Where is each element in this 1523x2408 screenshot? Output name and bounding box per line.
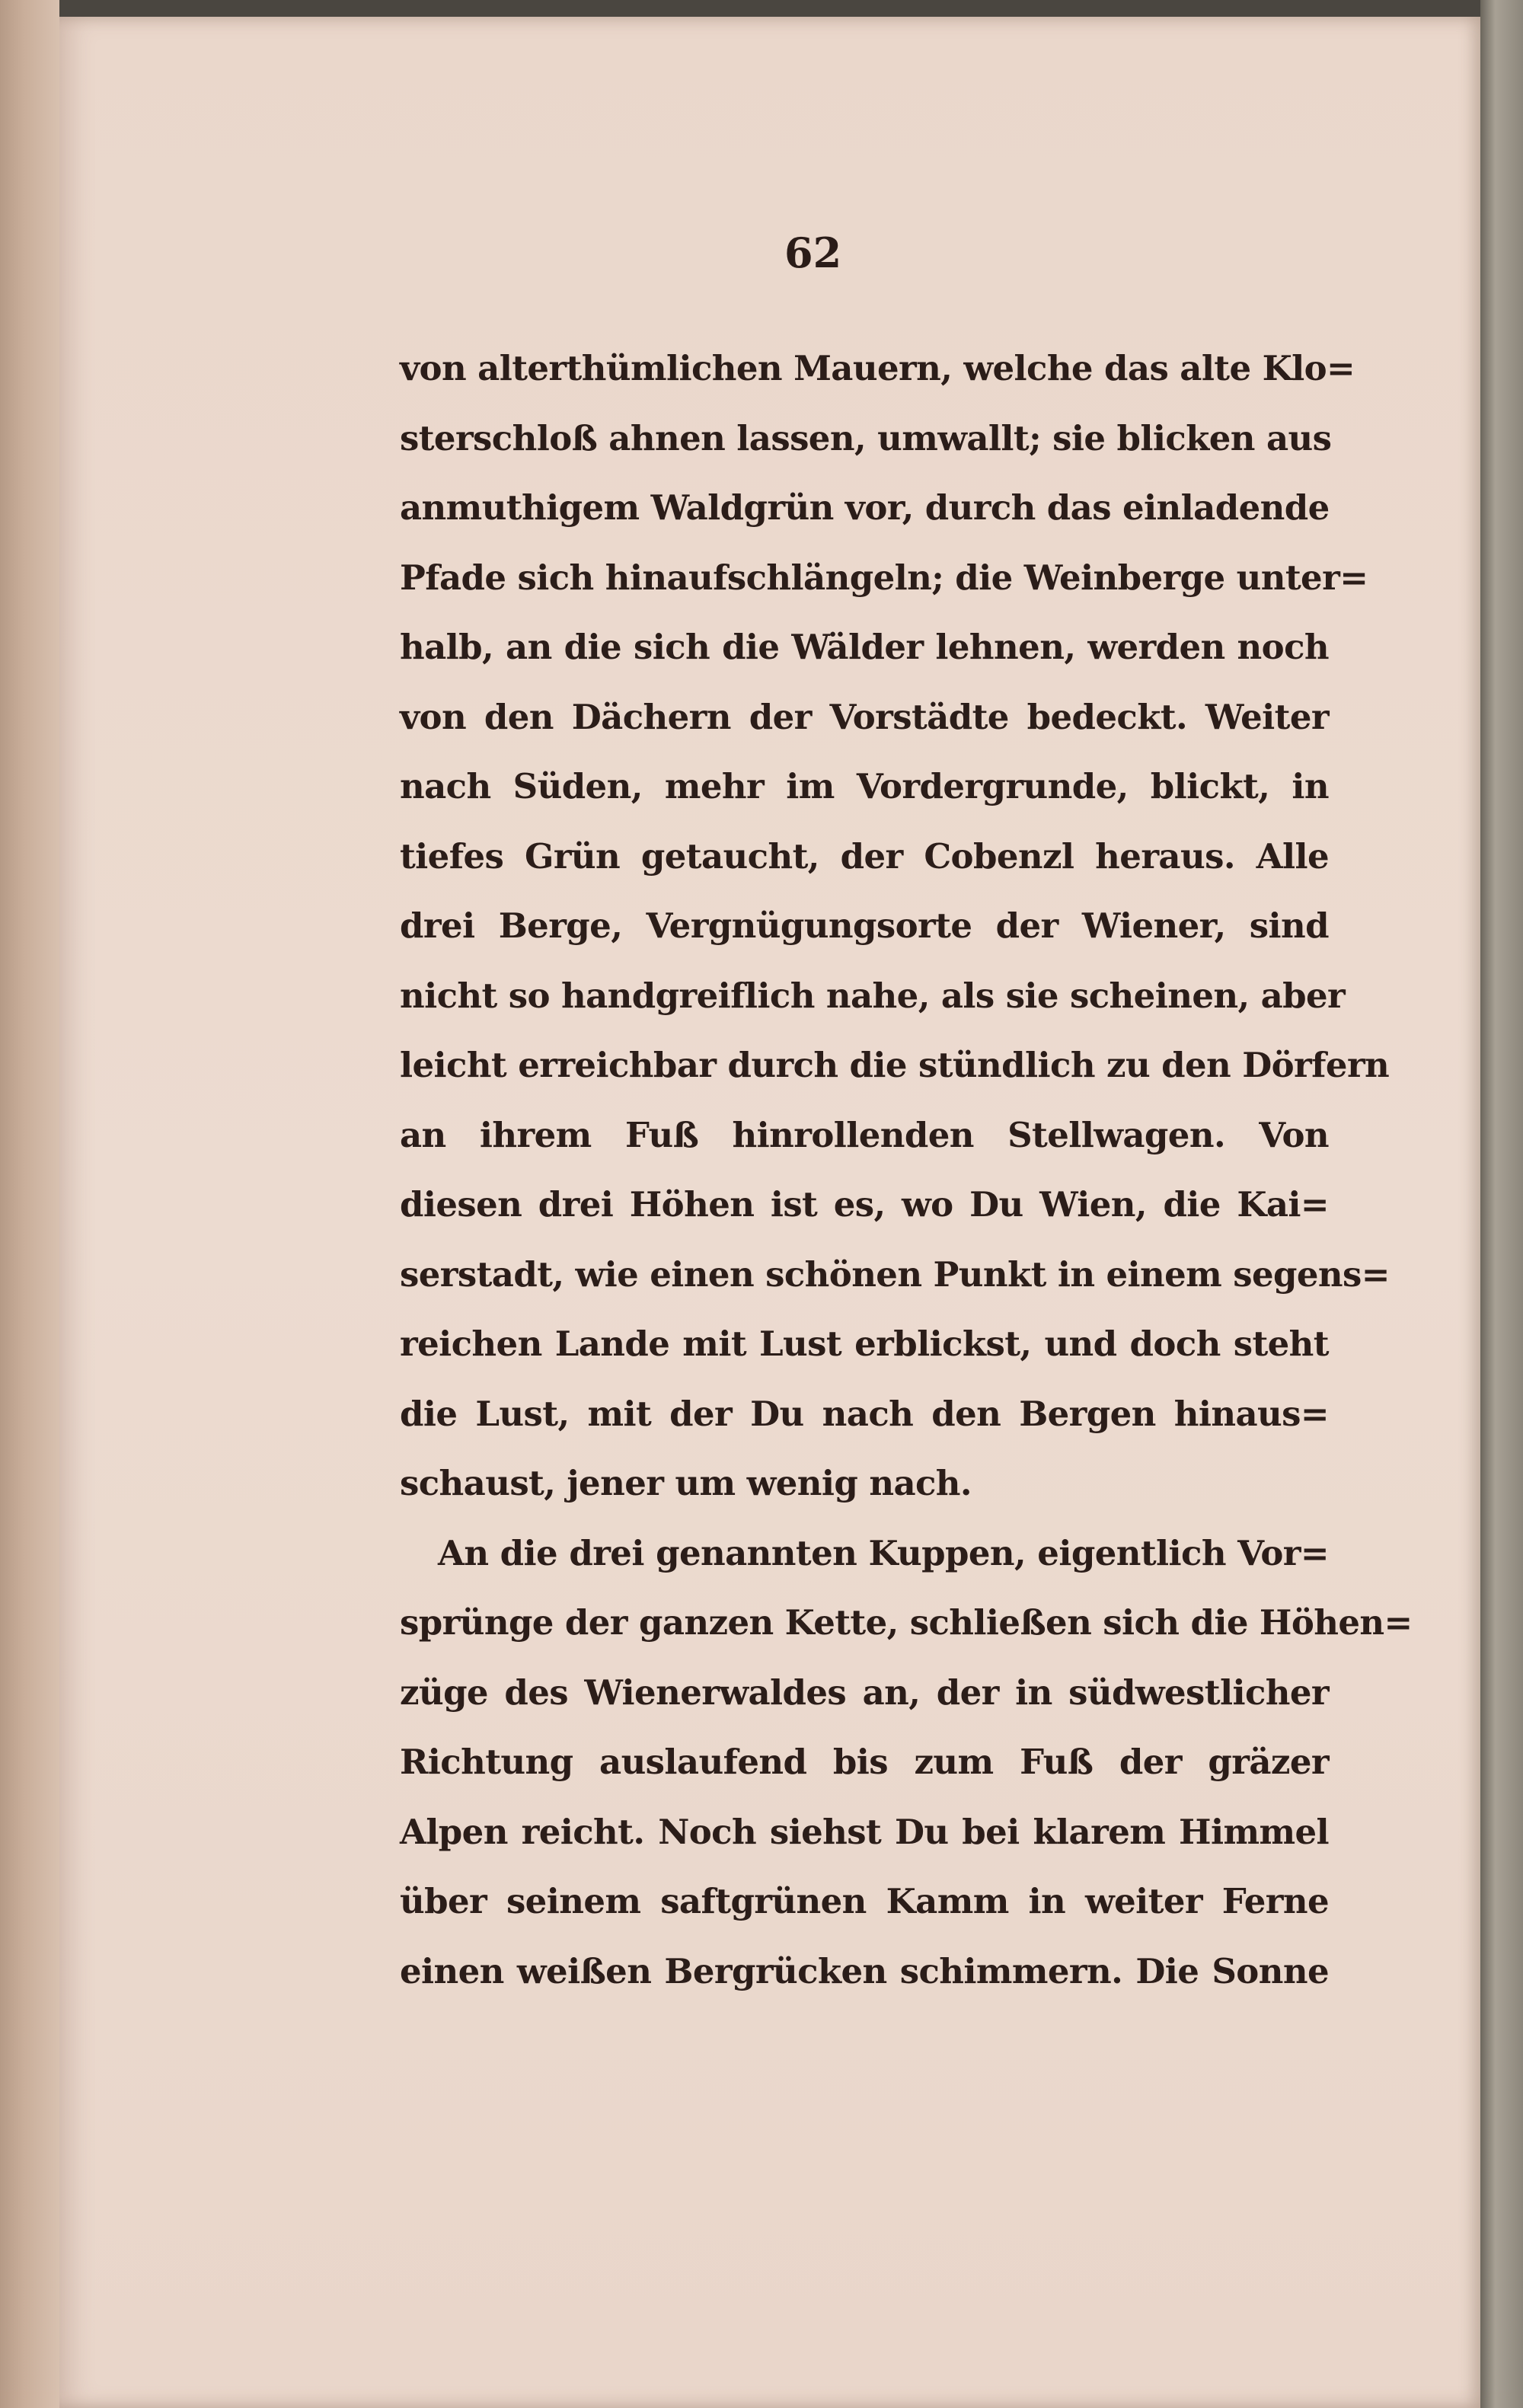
- text-line: tiefes Grün getaucht, der Cobenzl heraus. Alle: [400, 835, 1329, 877]
- text-line: Alpen reicht. Noch siehst Du bei klarem Himmel: [400, 1811, 1329, 1852]
- text-line: drei Berge, Vergnügungsorte der Wiener, sind: [400, 905, 1329, 946]
- page-edge-right: [1480, 0, 1523, 2408]
- text-line: anmuthigem Waldgrün vor, durch das einladende: [400, 487, 1330, 528]
- text-line: Richtung auslaufend bis zum Fuß der gräzer: [400, 1742, 1329, 1782]
- text-line: leicht erreichbar durch die stündlich zu den Dörfern: [400, 1045, 1390, 1085]
- text-line: nach Süden, mehr im Vordergrunde, blickt, in: [400, 766, 1329, 806]
- text-line: halb, an die sich die Wälder lehnen, werden noch: [400, 627, 1329, 667]
- text-line: von den Dächern der Vorstädte bedeckt. Weiter: [400, 696, 1329, 737]
- text-line: serstadt, wie einen schönen Punkt in einem segens=: [400, 1254, 1390, 1295]
- text-line: sprünge der ganzen Kette, schließen sich die Höhen=: [400, 1602, 1413, 1643]
- text-line: von alterthümlichen Mauern, welche das alte Klo=: [400, 348, 1355, 388]
- body-text: [400, 334, 1413, 2006]
- text-line: einen weißen Bergrücken schimmern. Die Sonne: [400, 1950, 1329, 1991]
- text-line: reichen Lande mit Lust erblickst, und doch steht: [400, 1324, 1329, 1364]
- text-line: schaust, jener um wenig nach.: [400, 1463, 972, 1503]
- text-line: die Lust, mit der Du nach den Bergen hinaus=: [400, 1393, 1329, 1434]
- text-line: An die drei genannten Kuppen, eigentlich Vor=: [438, 1532, 1329, 1573]
- text-line: züge des Wienerwaldes an, der in südwestlicher: [400, 1672, 1329, 1713]
- page-number: 62: [784, 228, 842, 277]
- text-line: über seinem saftgrünen Kamm in weiter Ferne: [400, 1881, 1329, 1921]
- page-edge-left: [0, 0, 59, 2408]
- text-line: diesen drei Höhen ist es, wo Du Wien, die Kai=: [400, 1184, 1329, 1225]
- text-line: nicht so handgreiflich nahe, als sie scheinen, aber: [400, 975, 1346, 1016]
- text-line: Pfade sich hinaufschlängeln; die Weinberge unter=: [400, 557, 1368, 598]
- text-line: sterschloß ahnen lassen, umwallt; sie blicken aus: [400, 417, 1332, 458]
- text-line: an ihrem Fuß hinrollenden Stellwagen. Von: [400, 1114, 1329, 1155]
